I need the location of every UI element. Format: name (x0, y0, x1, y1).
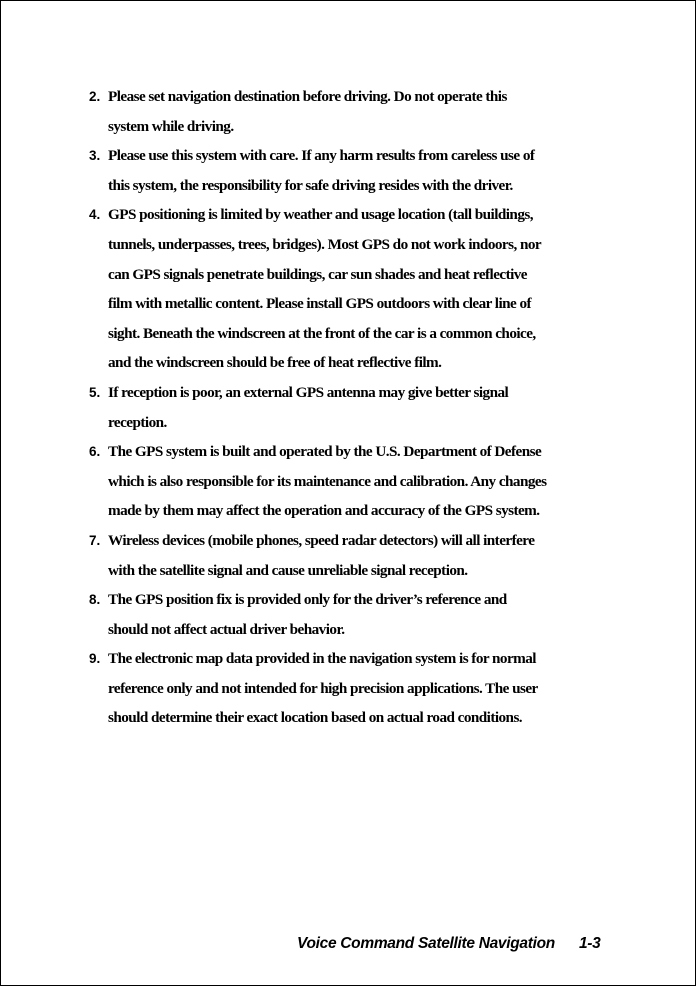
list-item-text-line: this system, the responsibility for safe driving resides with the driver. (108, 176, 513, 194)
list-item-text-line: tunnels, underpasses, trees, bridges). Most GPS do not work indoors, nor (108, 235, 542, 253)
list-item-text-line: film with metallic content. Please install GPS outdoors with clear line of (108, 295, 532, 313)
list-item-text-line: The electronic map data provided in the navigation system is for normal (108, 650, 536, 668)
list-item-number: 8. (89, 592, 101, 608)
list-item-text-line: system while driving. (108, 117, 234, 135)
numbered-list (89, 82, 609, 733)
list-item-text-line: should determine their exact location based on actual road conditions. (108, 709, 523, 727)
list-item-number: 3. (89, 148, 101, 164)
list-item-text-line: reception. (108, 413, 167, 431)
list-item (89, 585, 609, 644)
list-item-number: 4. (89, 207, 101, 223)
list-item-text-line: can GPS signals penetrate buildings, car sun shades and heat reflective (108, 265, 528, 283)
list-item-text-line: The GPS system is built and operated by the U.S. Department of Defense (108, 443, 542, 461)
page-footer (297, 935, 600, 953)
list-item (89, 526, 609, 585)
list-item-number: 6. (89, 444, 101, 460)
list-item (89, 437, 609, 526)
list-item-text-line: with the satellite signal and cause unreliable signal reception. (108, 561, 468, 579)
list-item (89, 644, 609, 733)
list-item-text-line: Please use this system with care. If any harm results from careless use of (108, 147, 535, 165)
list-item-text-line: Wireless devices (mobile phones, speed radar detectors) will all interfere (108, 531, 535, 549)
list-item (89, 378, 609, 437)
list-item-text-line: sight. Beneath the windscreen at the front of the car is a common choice, (108, 324, 536, 342)
list-item-text-line: which is also responsible for its maintenance and calibration. Any changes (108, 472, 547, 490)
list-item-text-line: reference only and not intended for high precision applications. The user (108, 679, 538, 697)
list-item-text-line: Please set navigation destination before driving. Do not operate this (108, 88, 507, 105)
list-item (89, 141, 609, 200)
list-item-text-line: made by them may affect the operation and accuracy of the GPS system. (108, 502, 540, 520)
list-item-text-line: If reception is poor, an external GPS antenna may give better signal (108, 383, 509, 401)
list-item-text-line: should not affect actual driver behavior. (108, 620, 345, 638)
page-number: 1-3 (578, 935, 601, 952)
list-item-number: 2. (89, 89, 101, 104)
list-item (89, 200, 609, 378)
list-item (89, 82, 609, 141)
footer-title: Voice Command Satellite Navigation (297, 935, 555, 952)
list-item-number: 9. (89, 651, 101, 667)
list-item-number: 7. (89, 532, 101, 548)
list-item-text-line: GPS positioning is limited by weather and usage location (tall buildings, (108, 206, 533, 224)
list-item-text-line: and the windscreen should be free of heat reflective film. (108, 354, 442, 372)
list-item-text-line: The GPS position fix is provided only for the driver’s reference and (108, 591, 507, 609)
list-item-number: 5. (89, 384, 101, 400)
